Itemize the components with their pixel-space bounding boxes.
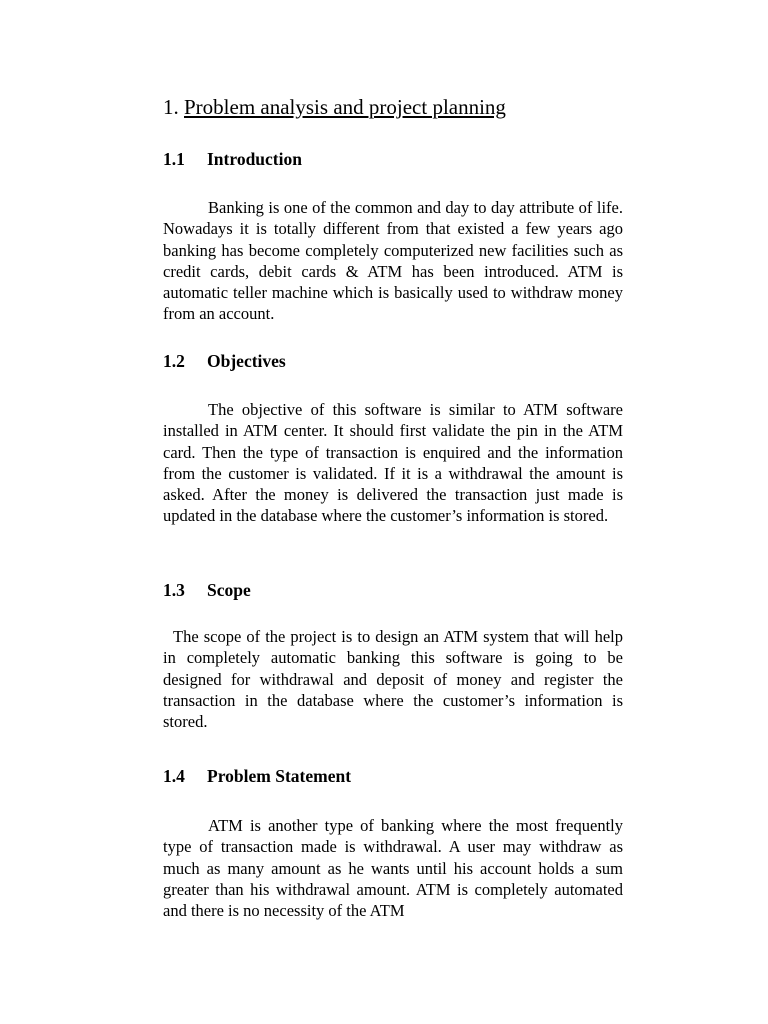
chapter-title: [163, 95, 506, 120]
section-title: Objectives: [207, 351, 286, 371]
section-title: Scope: [207, 580, 251, 600]
section-number: 1.1: [163, 149, 185, 169]
section-heading-objectives: [163, 351, 286, 372]
scope-paragraph: The scope of the project is to design an ATM system that will help in completely automatic banking this software is going to be designed for withdrawal and deposit of money and register the transaction in the database where the customer’s information is stored.: [163, 627, 623, 732]
introduction-paragraph: Banking is one of the common and day to day attribute of life. Nowadays it is totally different from that existed a few years ago banking has become completely computerized new facilities such as credit cards, debit cards & ATM has been introduced. ATM is automatic teller machine which is basically used to withdraw money from an account.: [163, 198, 623, 324]
objectives-paragraph: The objective of this software is similar to ATM software installed in ATM center. It should first validate the pin in the ATM card. Then the type of transaction is enquired and the information from the customer is validated. If it is a withdrawal the amount is asked. After the money is delivered the transaction just made is updated in the database where the customer’s information is stored.: [163, 400, 623, 526]
chapter-title-text: Problem analysis and project planning: [184, 95, 506, 119]
section-heading-introduction: [163, 149, 302, 170]
section-title: Introduction: [207, 149, 302, 169]
section-number: 1.2: [163, 351, 185, 371]
section-number: 1.3: [163, 580, 185, 600]
section-heading-scope: [163, 580, 251, 601]
section-heading-problem-statement: [163, 766, 351, 787]
section-title: Problem Statement: [207, 766, 352, 786]
problem-statement-paragraph: ATM is another type of banking where the most frequently type of transaction made is withdrawal. A user may withdraw as much as many amount as he wants until his account holds a sum greater than his withdrawal amount. ATM is completely automated and there is no necessity of the ATM: [163, 816, 623, 921]
section-number: 1.4: [163, 766, 185, 786]
chapter-number: 1.: [163, 95, 179, 119]
